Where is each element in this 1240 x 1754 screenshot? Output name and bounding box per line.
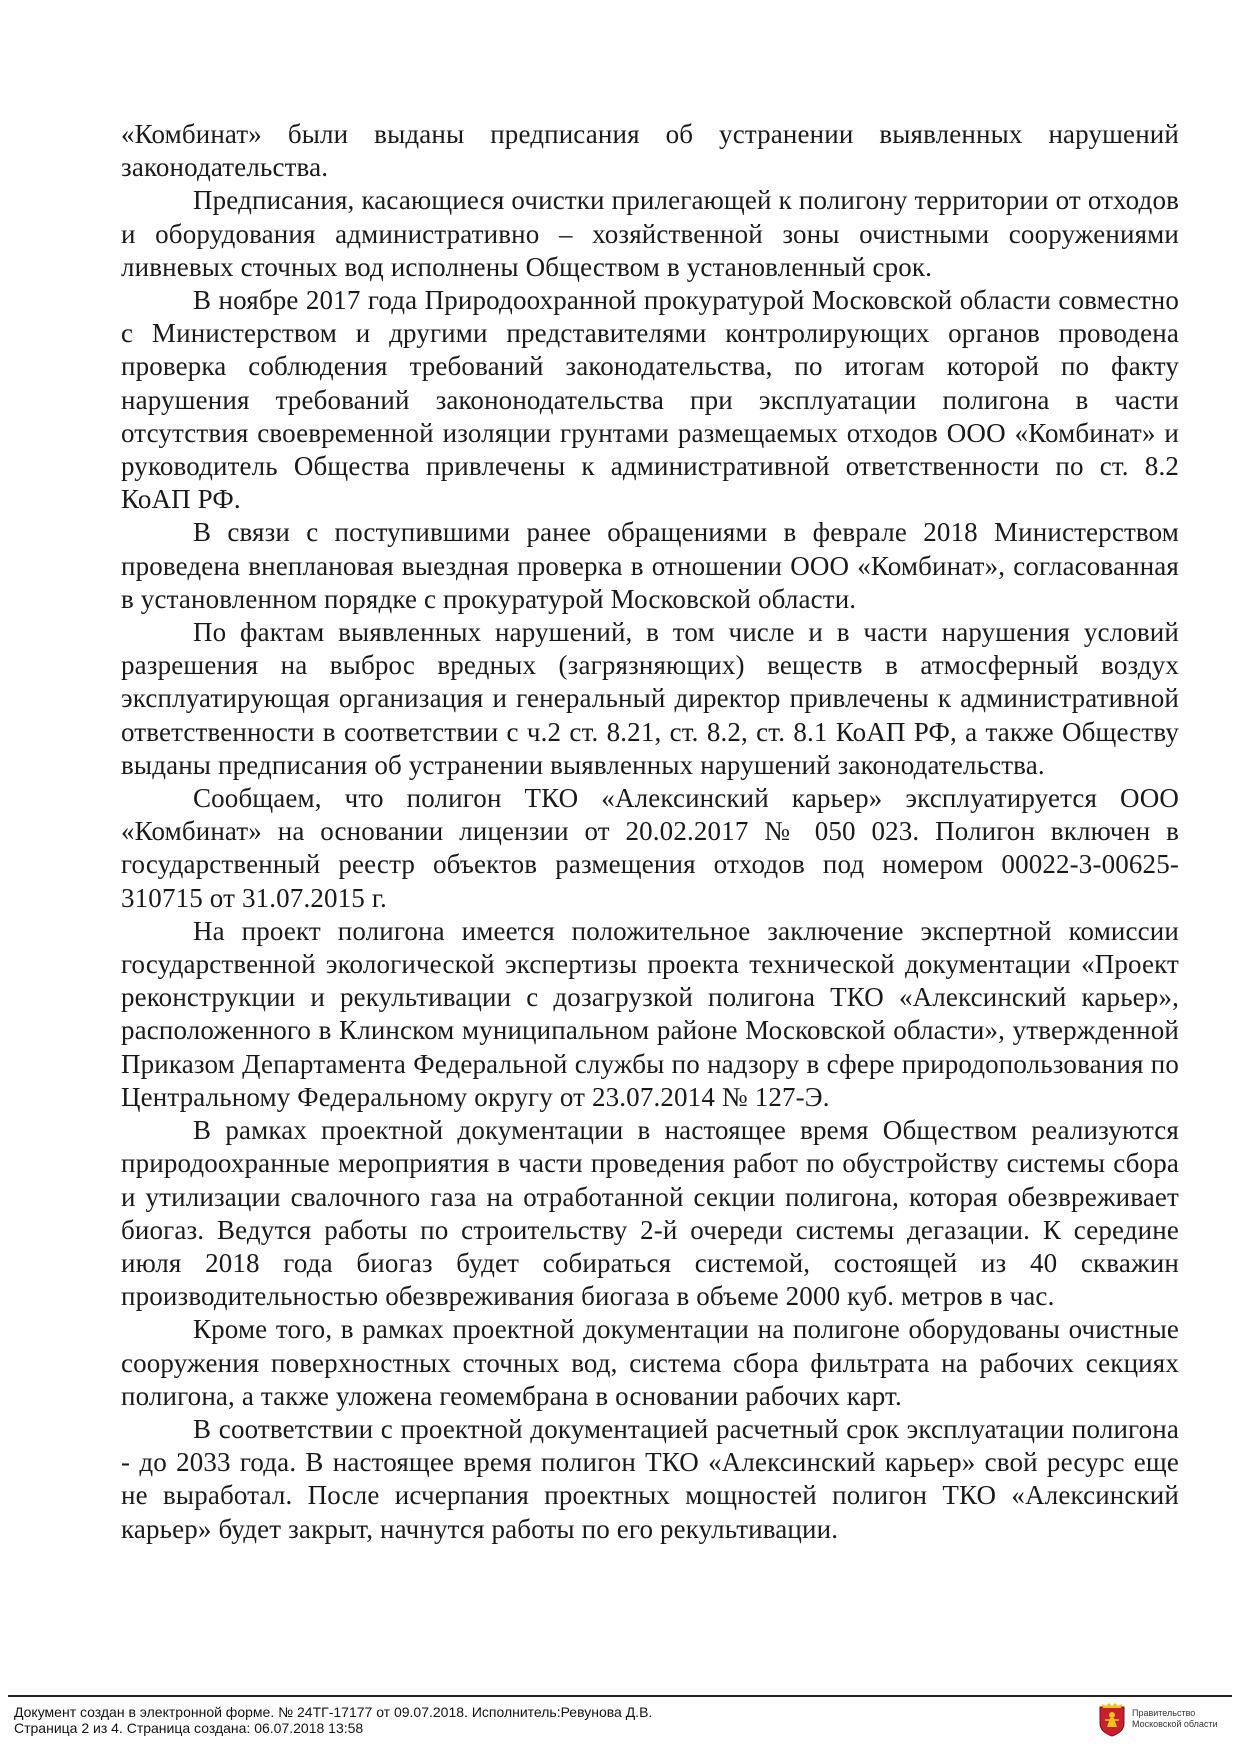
- paragraph-5: По фактам выявленных нарушений, в том числе и в части нарушения условий разрешения на выброс вредных (загрязняющих) веществ в атмосферный воздух эксплуатирующая организация и генеральный директор привлечены к административной ответственности в соответствии с ч.2 ст. 8.21, ст. 8.2, ст. 8.1 КоАП РФ, а также Обществу выданы предписания об устранении выявленных нарушений законодательства.: [121, 617, 1179, 780]
- document-body: [121, 118, 1179, 1546]
- government-logo-text: [1132, 1708, 1218, 1730]
- paragraph-2: Предписания, касающиеся очистки прилегающей к полигону территории от отходов и оборудования административно – хозяйственной зоны очистными сооружениями ливневых сточных вод исполнены Обществом в установленный срок.: [121, 185, 1179, 282]
- government-logo-line-2: Московской области: [1132, 1719, 1218, 1729]
- footer-info: [14, 1704, 652, 1736]
- moscow-region-emblem-icon: [1098, 1703, 1126, 1737]
- paragraph-9: Кроме того, в рамках проектной документации на полигоне оборудованы очистные сооружения поверхностных сточных вод, система сбора фильтрата на рабочих секциях полигона, а также уложена геомембрана в основании рабочих карт.: [121, 1314, 1179, 1411]
- government-logo-line-1: Правительство: [1132, 1708, 1196, 1718]
- paragraph-4: В связи с поступившими ранее обращениями в феврале 2018 Министерством проведена внеплановая выездная проверка в отношении ООО «Комбинат», согласованная в установленном порядке с прокуратурой Московской области.: [121, 517, 1179, 614]
- document-footer: [0, 1695, 1240, 1754]
- paragraph-8: В рамках проектной документации в настоящее время Обществом реализуются природоохранные мероприятия в части проведения работ по обустройству системы сбора и утилизации свалочного газа на отработанной секции полигона, которая обезвреживает биогаз. Ведутся работы по строительству 2-й очереди системы дегазации. К середине июля 2018 года биогаз будет собираться системой, состоящей из 40 скважин производительностью обезвреживания биогаза в объеме 2000 куб. метров в час.: [121, 1115, 1179, 1312]
- paragraph-3: В ноябре 2017 года Природоохранной прокуратурой Московской области совместно с Министерством и другими представителями контролирующих органов проводена проверка соблюдения требований законодательства, по итогам которой по факту нарушения требований закононодательства при эксплуатации полигона в части отсутствия своевременной изоляции грунтами размещаемых отходов ООО «Комбинат» и руководитель Общества привлечены к административной ответственности по ст. 8.2 КоАП РФ.: [121, 285, 1179, 515]
- paragraph-10: В соответствии с проектной документацией расчетный срок эксплуатации полигона - до 2033 года. В настоящее время полигон ТКО «Алексинский карьер» свой ресурс еще не выработал. После исчерпания проектных мощностей полигон ТКО «Алексинский карьер» будет закрыт, начнутся работы по его рекультивации.: [121, 1413, 1179, 1544]
- paragraph-7: На проект полигона имеется положительное заключение экспертной комиссии государственной экологической экспертизы проекта технической документации «Проект реконструкции и рекультивации с дозагрузкой полигона ТКО «Алексинский карьер», расположенного в Клинском муниципальном районе Московской области», утвержденной Приказом Департамента Федеральной службы по надзору в сфере природопользования по Центральному Федеральному округу от 23.07.2014 № 127-Э.: [121, 915, 1179, 1112]
- paragraph-6: Сообщаем, что полигон ТКО «Алексинский карьер» эксплуатируется ООО «Комбинат» на основании лицензии от 20.02.2017 № 050 023. Полигон включен в государственный реестр объектов размещения отходов под номером 00022-3-00625-310715 от 31.07.2015 г.: [121, 783, 1179, 913]
- footer-divider: [8, 1695, 1232, 1697]
- paragraph-1: «Комбинат» были выданы предписания об устранении выявленных нарушений законодательства.: [121, 119, 1179, 183]
- footer-document-id: Документ создан в электронной форме. № 24ТГ-17177 от 09.07.2018. Исполнитель:Ревунова Д.В.: [14, 1704, 653, 1720]
- footer-page-info: Страница 2 из 4. Страница создана: 06.07.2018 13:58: [14, 1720, 364, 1736]
